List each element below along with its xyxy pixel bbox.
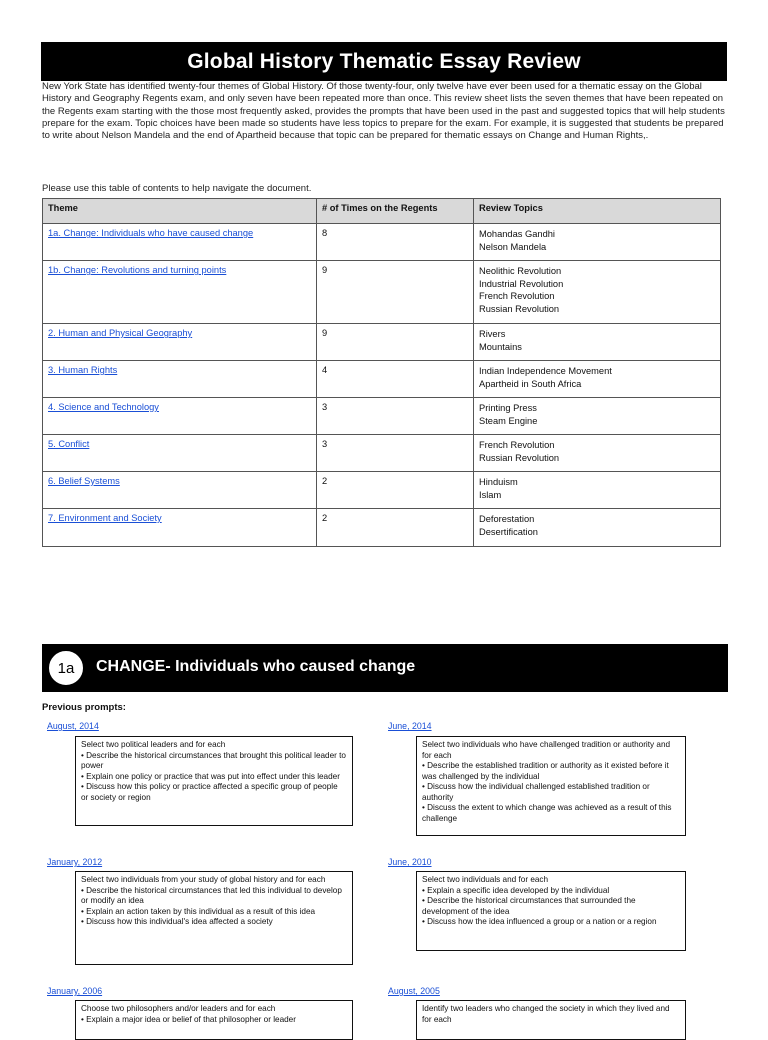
theme-cell [43, 472, 317, 509]
theme-cell [43, 435, 317, 472]
prompt-line: Identify two leaders who changed the society in which they lived and for each [422, 1004, 670, 1024]
review-topic: Printing Press [479, 403, 537, 413]
prompt-box [416, 1000, 686, 1040]
page-title: Global History Thematic Essay Review [41, 42, 727, 81]
prompt-line: • Explain one policy or practice that was put into effect under this leader [81, 771, 340, 781]
review-topic: Apartheid in South Africa [479, 378, 582, 389]
topics-cell [474, 398, 721, 435]
prompt-line: Select two individuals who have challenged tradition or authority and for each [422, 740, 671, 760]
theme-cell [43, 509, 317, 547]
section-title: CHANGE- Individuals who caused change [96, 658, 416, 675]
prompt-line: Select two political leaders and for each [81, 740, 226, 749]
prompt-date-link[interactable]: January, 2012 [47, 857, 103, 867]
table-row [43, 509, 721, 547]
topics-cell [474, 361, 721, 398]
prompt-date-link[interactable]: August, 2014 [47, 721, 99, 731]
theme-link[interactable]: 3. Human Rights [48, 365, 118, 375]
prompt-line: • Describe the historical circumstances that brought this political leader to power [81, 750, 346, 770]
prompt-box [75, 736, 353, 826]
review-topic: Indian Independence Movement [479, 366, 612, 376]
table-row [43, 435, 721, 472]
theme-cell [43, 261, 317, 324]
column-header-topics: Review Topics [474, 199, 721, 224]
table-of-contents [42, 198, 721, 547]
review-topic: Rivers [479, 329, 506, 339]
review-topic: Islam [479, 489, 502, 500]
prompt-date-link[interactable]: June, 2014 [388, 721, 432, 731]
section-header [42, 644, 728, 692]
theme-cell [43, 398, 317, 435]
review-topic: Industrial Revolution [479, 278, 564, 289]
prompt-line: Select two individuals from your study of global history and for each [81, 875, 326, 884]
theme-link[interactable]: 6. Belief Systems [48, 476, 120, 486]
prompt-date-link[interactable]: June, 2010 [388, 857, 432, 867]
theme-link[interactable]: 2. Human and Physical Geography [48, 328, 193, 338]
review-topic: Desertification [479, 526, 538, 537]
theme-cell [43, 324, 317, 361]
review-topic: Nelson Mandela [479, 241, 547, 252]
theme-link[interactable]: 1a. Change: Individuals who have caused change [48, 228, 254, 238]
table-row [43, 261, 721, 324]
table-row [43, 324, 721, 361]
section-badge: 1a [47, 649, 85, 687]
theme-link[interactable]: 7. Environment and Society [48, 513, 162, 523]
table-row [43, 472, 721, 509]
table-row [43, 361, 721, 398]
column-header-times: # of Times on the Regents [317, 199, 474, 224]
review-topic: Mountains [479, 341, 522, 352]
prompt-line: • Explain a major idea or belief of that philosopher or leader [81, 1014, 296, 1024]
column-header-theme: Theme [43, 199, 317, 224]
times-cell: 9 [317, 261, 474, 324]
prompt-line: • Describe the established tradition or authority as it existed before it was challenged by the individual [422, 761, 669, 781]
review-topic: Neolithic Revolution [479, 266, 562, 276]
prompt-line: • Explain a specific idea developed by the individual [422, 885, 610, 895]
prompt-line: • Explain an action taken by this individual as a result of this idea [81, 906, 316, 916]
times-cell: 2 [317, 472, 474, 509]
prompt-line: • Discuss the extent to which change was achieved as a result of this challenge [422, 803, 672, 823]
review-topic: Russian Revolution [479, 452, 560, 463]
prompt-line: • Discuss how this policy or practice affected a specific group of people or society or region [81, 782, 338, 802]
review-topic: Russian Revolution [479, 303, 560, 314]
review-topic: French Revolution [479, 291, 555, 301]
table-row [43, 224, 721, 261]
topics-cell [474, 509, 721, 547]
prompt-date-link[interactable]: January, 2006 [47, 986, 103, 996]
theme-link[interactable]: 4. Science and Technology [48, 402, 159, 412]
review-topic: Deforestation [479, 514, 535, 524]
previous-prompts-label: Previous prompts: [42, 702, 126, 713]
times-cell: 9 [317, 324, 474, 361]
topics-cell [474, 261, 721, 324]
times-cell: 3 [317, 398, 474, 435]
prompt-line: • Discuss how this individual's idea affected a society [81, 917, 273, 926]
prompt-line: • Describe the historical circumstances that led this individual to develop or modify an idea [81, 885, 342, 905]
times-cell: 8 [317, 224, 474, 261]
prompt-line: • Discuss how the individual challenged established tradition or authority [422, 782, 650, 802]
review-topic: Mohandas Gandhi [479, 229, 555, 239]
theme-link[interactable]: 5. Conflict [48, 439, 90, 449]
review-topic: French Revolution [479, 440, 555, 450]
prompt-box [75, 1000, 353, 1040]
prompt-line: Select two individuals and for each [422, 875, 549, 884]
prompt-box [416, 736, 686, 836]
prompt-date-link[interactable]: August, 2005 [388, 986, 440, 996]
table-row [43, 398, 721, 435]
topics-cell [474, 435, 721, 472]
prompt-line: • Describe the historical circumstances that surrounded the development of the idea [422, 896, 636, 916]
toc-note: Please use this table of contents to help navigate the document. [42, 183, 312, 194]
times-cell: 3 [317, 435, 474, 472]
review-topic: Steam Engine [479, 415, 538, 426]
topics-cell [474, 324, 721, 361]
prompt-box [416, 871, 686, 951]
review-topic: Hinduism [479, 477, 518, 487]
topics-cell [474, 472, 721, 509]
prompt-line: • Discuss how the idea influenced a group or a nation or a region [422, 917, 657, 926]
times-cell: 2 [317, 509, 474, 547]
prompt-line: Choose two philosophers and/or leaders and for each [81, 1004, 276, 1013]
theme-link[interactable]: 1b. Change: Revolutions and turning points [48, 265, 227, 275]
prompt-box [75, 871, 353, 965]
topics-cell [474, 224, 721, 261]
intro-paragraph: New York State has identified twenty-four themes of Global History. Of those twenty-four, only twelve have ever been used for a thematic essay on the Global History and Geography Regents exam, and only seven have been repeated more than once. This review sheet lists the seven themes that have been repeated on the Regents exam starting with the those most frequently asked, provides the prompts that have been used in the past and suggested topics that will help students prepare for the exam. Topic choices have been made so students have less topics to prepare for the exam. For example, it is suggested that students be prepared to write about Nelson Mandela and the end of Apartheid because that topic can be prepared for thematic essays on Change and Human Rights,. [42, 81, 725, 142]
theme-cell [43, 224, 317, 261]
theme-cell [43, 361, 317, 398]
times-cell: 4 [317, 361, 474, 398]
